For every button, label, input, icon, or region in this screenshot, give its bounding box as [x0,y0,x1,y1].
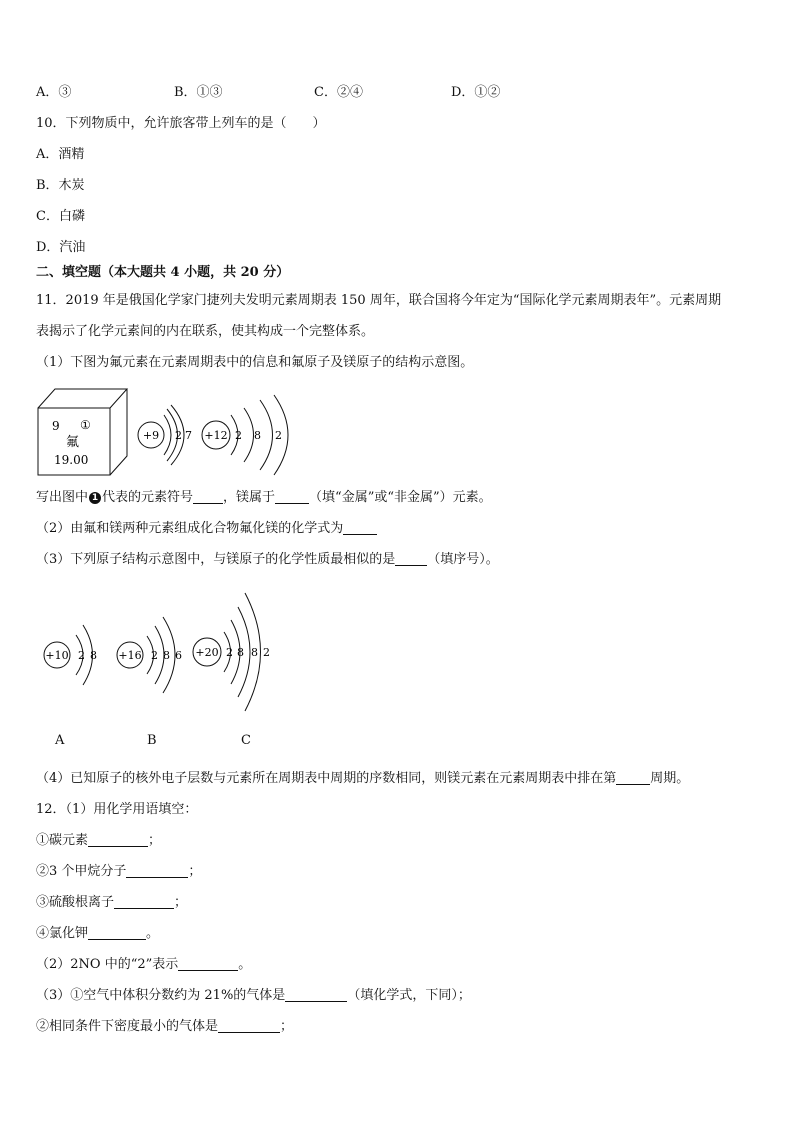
atom-b-shell-2: 8 [163,649,170,662]
circled-one-icon: 1 [89,492,101,504]
atom-c-shell-1: 2 [226,646,233,659]
magnesium-shell-3: 2 [275,429,282,442]
card-marker: ① [80,418,91,432]
q9-option-b: B．①③ [174,85,223,100]
q12-part3: （3）①空气中体积分数约为 21%的气体是 （填化学式，下同）； [36,988,471,1003]
atom-b-shell-3: 6 [175,649,182,662]
answer-blank-2no[interactable] [178,956,238,971]
q11-part2: （2）由氟和镁两种元素组成化合物氟化镁的化学式为 [36,520,377,538]
fluorine-atom-diagram [138,405,192,465]
q12-part3b: ②相同条件下密度最小的气体是 ； [36,1019,294,1034]
q11-part3: （3）下列原子结构示意图中，与镁原子的化学性质最相似的是 （填序号）。 [36,552,499,567]
answer-blank-choice[interactable] [395,551,427,566]
atom-a-shell-2: 8 [90,649,97,662]
answer-blank-period[interactable] [616,770,650,785]
atom-a-label: A [55,733,65,748]
atom-b-nucleus: +16 [118,649,142,662]
q12-stem: 12．（1）用化学用语填空： [36,802,198,817]
q11-part1-question: 写出图中 1 代表的元素符号 ，镁属于 （填“金属”或“非金属”）元素。 [36,490,492,505]
fluorine-shell-2: 7 [185,429,192,442]
q12-item-1: ①碳元素 ； [36,833,162,848]
atom-b-diagram [117,617,182,693]
q11-intro-line1: 11．2019 年是俄国化学家门捷列夫发明元素周期表 150 周年，联合国将今年定为“国际化学元素周期表年”。元素周期 [36,293,722,308]
answer-blank-item-4[interactable] [88,925,146,940]
atom-c-shell-4: 2 [263,646,270,659]
atom-b-shell-1: 2 [151,649,158,662]
q10-stem: 10．下列物质中，允许旅客带上列车的是（ ） [36,116,326,131]
fluorine-shell-1: 2 [175,429,182,442]
answer-blank-formula[interactable] [343,520,377,535]
magnesium-nucleus: +12 [204,429,228,442]
atom-c-shell-2: 8 [237,646,244,659]
q11-part4: （4）已知原子的核外电子层数与元素所在周期表中周期的序数相同，则镁元素在元素周期表中排在第 周期。 [36,771,690,786]
answer-blank-metal[interactable] [275,489,309,504]
answer-blank-item-2[interactable] [126,863,188,878]
q9-option-c: C．②④ [314,85,363,100]
magnesium-shell-1: 2 [235,429,242,442]
q10-option-b: B．木炭 [36,178,85,193]
atom-choices-figure [30,585,290,715]
atom-c-nucleus: +20 [195,646,219,659]
q11-intro-line2: 表揭示了化学元素间的内在联系，使其构成一个完整体系。 [36,324,375,339]
answer-blank-item-3[interactable] [114,894,174,909]
q10-option-c: C．白磷 [36,209,85,224]
atom-c-diagram [193,593,270,711]
magnesium-atom-diagram [202,395,288,475]
card-element-name: 氟 [66,435,80,450]
atom-c-label: C [241,733,251,748]
answer-blank-item-1[interactable] [88,832,148,847]
q12-item-3: ③硫酸根离子 ； [36,895,188,910]
atom-a-nucleus: +10 [45,649,69,662]
q11-part1: （1）下图为氟元素在元素周期表中的信息和氟原子及镁原子的结构示意图。 [36,355,474,370]
q12-item-4: ④氯化钾 。 [36,926,160,941]
card-atomic-mass: 19.00 [54,453,89,467]
answer-blank-oxygen[interactable] [285,987,347,1002]
answer-blank-symbol[interactable] [193,489,223,504]
q10-option-d: D．汽油 [36,240,86,255]
q10-option-a: A．酒精 [36,147,85,162]
atom-a-shell-1: 2 [78,649,85,662]
answer-blank-lightest-gas[interactable] [218,1018,280,1033]
q9-option-d: D．①② [451,85,501,100]
magnesium-shell-2: 8 [254,429,261,442]
q12-part2: （2）2NO 中的“2”表示 。 [36,957,252,972]
q9-option-a: A．③ [36,85,72,100]
fluorine-nucleus: +9 [142,429,160,442]
atom-b-label: B [147,733,157,748]
element-card [38,389,127,475]
fluorine-magnesium-figure [30,378,310,478]
section-title: 二、填空题（本大题共 4 小题，共 20 分） [36,265,290,280]
atom-c-shell-3: 8 [251,646,258,659]
atom-a-diagram [44,625,97,685]
q12-item-2: ②3 个甲烷分子 ； [36,864,202,879]
card-atomic-number: 9 [52,419,60,433]
